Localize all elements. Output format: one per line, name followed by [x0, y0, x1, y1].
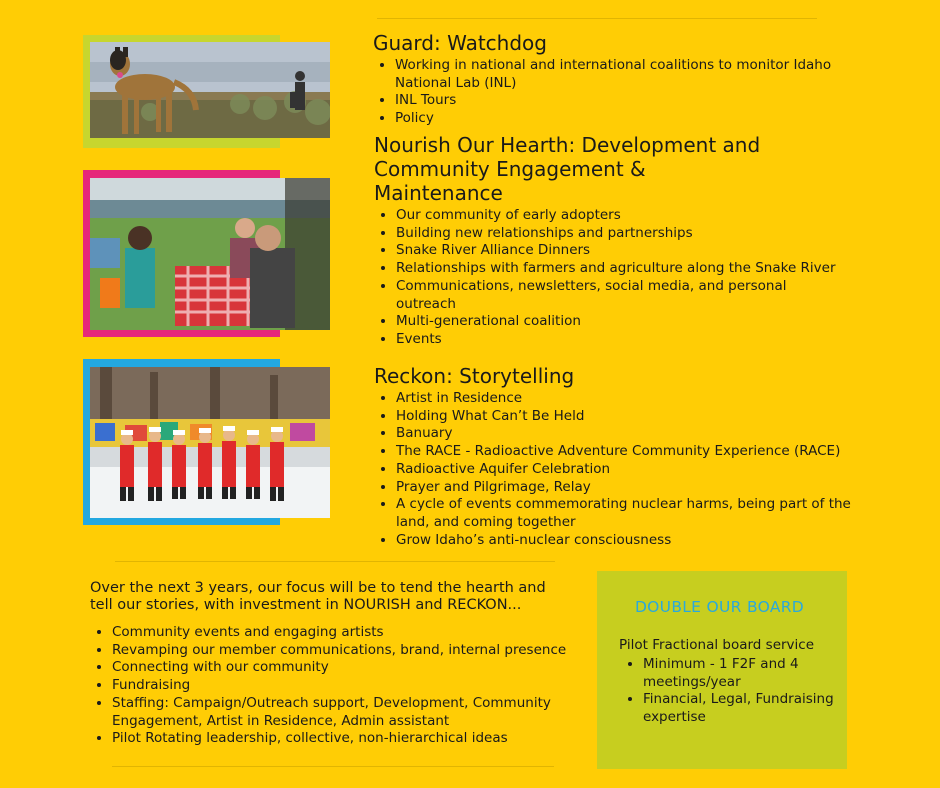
board-list	[619, 656, 858, 727]
guard-item: • Policy	[395, 110, 848, 128]
red-suits-group-photo	[90, 367, 330, 518]
reckon-item: • Grow Idaho’s anti-nuclear consciousness	[396, 532, 854, 550]
guard-list	[373, 57, 848, 128]
bottom-divider	[112, 766, 554, 767]
dog-in-field-photo	[90, 42, 330, 138]
board-item: • Financial, Legal, Fundraising expertise	[643, 691, 858, 726]
focus-item: • Revamping our member communications, brand, internal presence	[112, 642, 570, 660]
reckon-item: • Prayer and Pilgrimage, Relay	[396, 479, 854, 497]
reckon-item: • Radioactive Aquifer Celebration	[396, 461, 854, 479]
focus-item: • Connecting with our community	[112, 659, 570, 677]
nourish-section	[374, 133, 849, 349]
reckon-title: Reckon: Storytelling	[374, 364, 575, 388]
nourish-title: Nourish Our Hearth: Development and Community Engagement & Maintenance	[374, 133, 761, 205]
focus-item: • Pilot Rotating leadership, collective, non-hierarchical ideas	[112, 730, 570, 748]
focus-item: • Fundraising	[112, 677, 570, 695]
top-divider	[377, 18, 817, 19]
focus-intro: Over the next 3 years, our focus will be to tend the hearth and tell our stories, with investment in NOURISH and RECKON...	[90, 580, 546, 613]
board-title: DOUBLE OUR BOARD	[634, 598, 805, 616]
guard-item: • Working in national and international coalitions to monitor Idaho National Lab (INL)	[395, 57, 848, 92]
guard-item: • INL Tours	[395, 92, 848, 110]
middle-divider	[115, 561, 555, 562]
reckon-section	[374, 364, 854, 549]
nourish-item: • Our community of early adopters	[396, 207, 841, 225]
guard-title: Guard: Watchdog	[373, 31, 547, 55]
nourish-list	[374, 207, 841, 349]
reckon-item: • Artist in Residence	[396, 390, 854, 408]
reckon-item: • A cycle of events commemorating nuclear harms, being part of the land, and coming together	[396, 496, 854, 531]
nourish-item: • Building new relationships and partnerships	[396, 225, 841, 243]
guard-section	[373, 31, 848, 128]
nourish-item: • Relationships with farmers and agriculture along the Snake River	[396, 260, 841, 278]
reckon-item: • Holding What Can’t Be Held	[396, 408, 854, 426]
board-item: • Minimum - 1 F2F and 4 meetings/year	[643, 656, 858, 691]
focus-list	[90, 624, 570, 748]
nourish-item: • Multi-generational coalition	[396, 313, 841, 331]
nourish-item: • Snake River Alliance Dinners	[396, 242, 841, 260]
board-callout	[597, 571, 847, 769]
nourish-item: • Communications, newsletters, social media, and personal outreach	[396, 278, 841, 313]
focus-item: • Community events and engaging artists	[112, 624, 570, 642]
reckon-item: • Banuary	[396, 425, 854, 443]
focus-section	[90, 580, 570, 748]
board-subtitle: Pilot Fractional board service	[619, 637, 815, 653]
reckon-list	[374, 390, 854, 549]
nourish-item: • Events	[396, 331, 841, 349]
picnic-table-photo	[90, 178, 330, 330]
focus-item: • Staffing: Campaign/Outreach support, Development, Community Engagement, Artist in Residence, Admin assistant	[112, 695, 570, 730]
reckon-item: • The RACE - Radioactive Adventure Community Experience (RACE)	[396, 443, 854, 461]
